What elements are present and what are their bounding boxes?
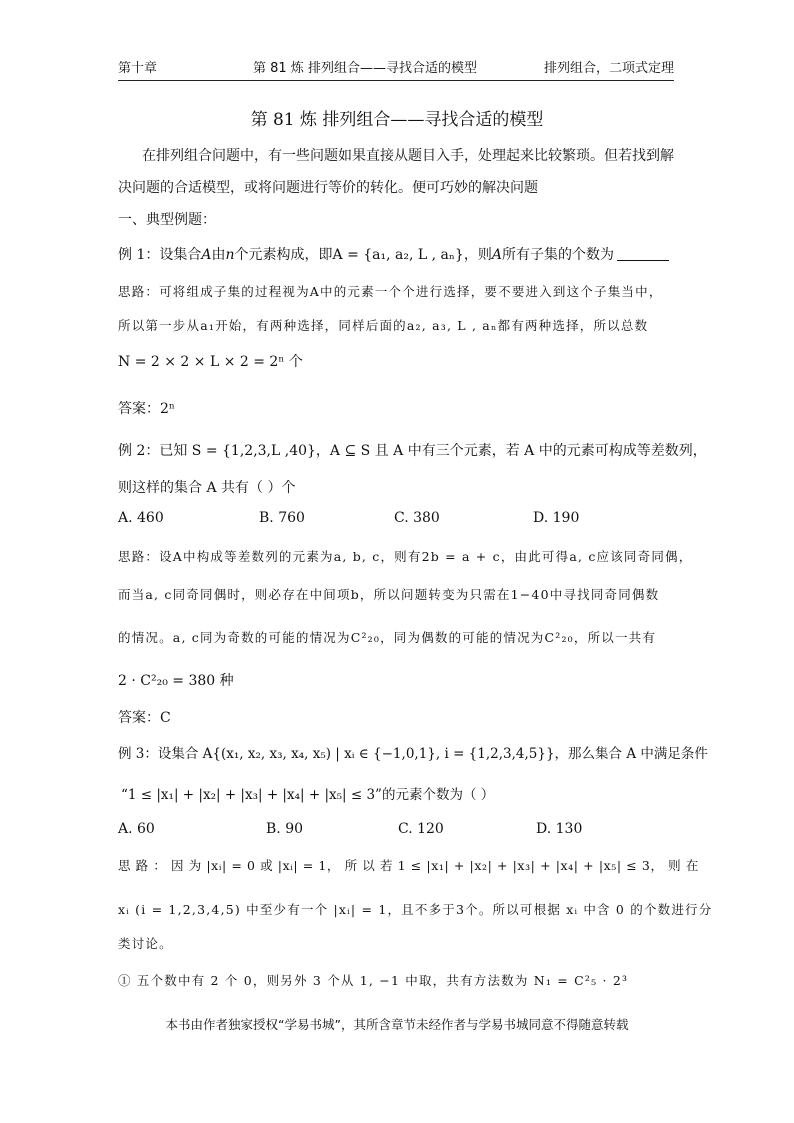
example-3-option-c: C. 120 [398,821,444,837]
example-3-question-2: “1 ≤ |x₁| + |x₂| + |x₃| + |x₄| + |x₅| ≤ 3”的元素个数为（ ） [121,787,495,803]
example-3-think-2: xᵢ (i = 1,2,3,4,5) 中至少有一个 |xᵢ| = 1，且不多于3个。所以可根据 xᵢ 中含 0 的个数进行分 [118,902,713,917]
example-2-option-c: C. 380 [394,510,440,526]
example-1-prefix: 例 1：设集合 [118,247,202,263]
example-1-suffix: ，则 [463,247,492,263]
header-chapter: 第十章 [118,61,158,76]
example-3-option-d: D. 130 [536,821,583,837]
example-1-answer: 答案：2ⁿ [118,401,175,417]
example-2-option-d: D. 190 [533,510,580,526]
example-2-think-1: 思路：设A中构成等差数列的元素为a, b, c，则有2b = a + c，由此可得a, c应该同奇同偶， [118,549,693,564]
example-1-set: A = {a₁, a₂, L , aₙ} [332,247,464,263]
example-1-formula: N = 2 × 2 × L × 2 = 2ⁿ 个 [118,354,303,370]
example-3-case-1: ① 五个数中有 2 个 0，则另外 3 个从 1, −1 中取，共有方法数为 N₁ = C²₅ · 2³ [118,973,629,988]
example-3-think-3: 类讨论。 [118,936,173,951]
header-topic: 排列组合，二项式定理 [543,61,674,76]
example-3-option-a: A. 60 [118,821,155,837]
example-1-think-1: 思路：可将组成子集的过程视为A中的元素一个个进行选择，要不要进入到这个子集当中， [118,284,663,299]
section-heading: 一、典型例题： [118,212,216,228]
example-1-suffix2: 所有子集的个数为 [501,247,614,263]
example-2-think-2: 而当a, c同奇同偶时，则必存在中间项b，所以问题转变为只需在1−40中寻找同奇同偶数 [118,587,660,602]
example-1-mid: 由 [211,247,226,263]
example-2-question-1: 例 2：已知 S = {1,2,3,L ,40}，A ⊆ S 且 A 中有三个元素，若 A 中的元素可构成等差数列， [118,443,707,459]
example-1-question: 例 1：设集合A由n个元素构成，即A = {a₁, a₂, L , aₙ}，则A所有子集的个数为 [118,244,669,264]
page-footer: 本书由作者独家授权“学易书城”，其所含章节未经作者与学易书城同意不得随意转载 [165,1017,629,1032]
intro-line-1: 在排列组合问题中，有一些问题如果直接从题目入手，处理起来比较繁琐。但若找到解 [142,148,674,164]
page-title: 第 81 炼 排列组合——寻找合适的模型 [250,110,544,130]
answer-blank [617,259,669,261]
page-header [118,57,674,79]
header-rule [118,80,674,81]
example-2-think-3: 的情况。a, c同为奇数的可能的情况为C²₂₀，同为偶数的可能的情况为C²₂₀，所以一共有 [118,630,657,645]
example-2-question-2: 则这样的集合 A 共有（ ）个 [118,480,296,496]
example-1-mid2: 个元素构成，即 [234,247,333,263]
example-2-answer: 答案：C [118,710,171,726]
example-3-question-1: 例 3：设集合 A{(x₁, x₂, x₃, x₄, x₅) | xᵢ ∈ {−1,0,1}, i = {1,2,3,4,5}}，那么集合 A 中满足条件 [118,746,708,762]
example-3-option-b: B. 90 [266,821,304,837]
header-section: 第 81 炼 排列组合——寻找合适的模型 [253,61,477,76]
intro-line-2: 决问题的合适模型，或将问题进行等价的转化。便可巧妙的解决问题 [118,180,538,196]
example-2-formula: 2 · C²₂₀ = 380 种 [118,673,234,689]
example-2-option-a: A. 460 [118,510,164,526]
example-1-think-2: 所以第一步从a₁开始，有两种选择，同样后面的a₂, a₃, L , aₙ都有两种选择，所以总数 [118,318,649,333]
example-2-option-b: B. 760 [259,510,305,526]
example-3-think-1: 思 路 ： 因 为 |xᵢ| = 0 或 |xᵢ| = 1， 所 以 若 1 ≤ |x₁| + |x₂| + |x₃| + |x₄| + |x₅| ≤ 3， 则 在 [118,858,699,873]
